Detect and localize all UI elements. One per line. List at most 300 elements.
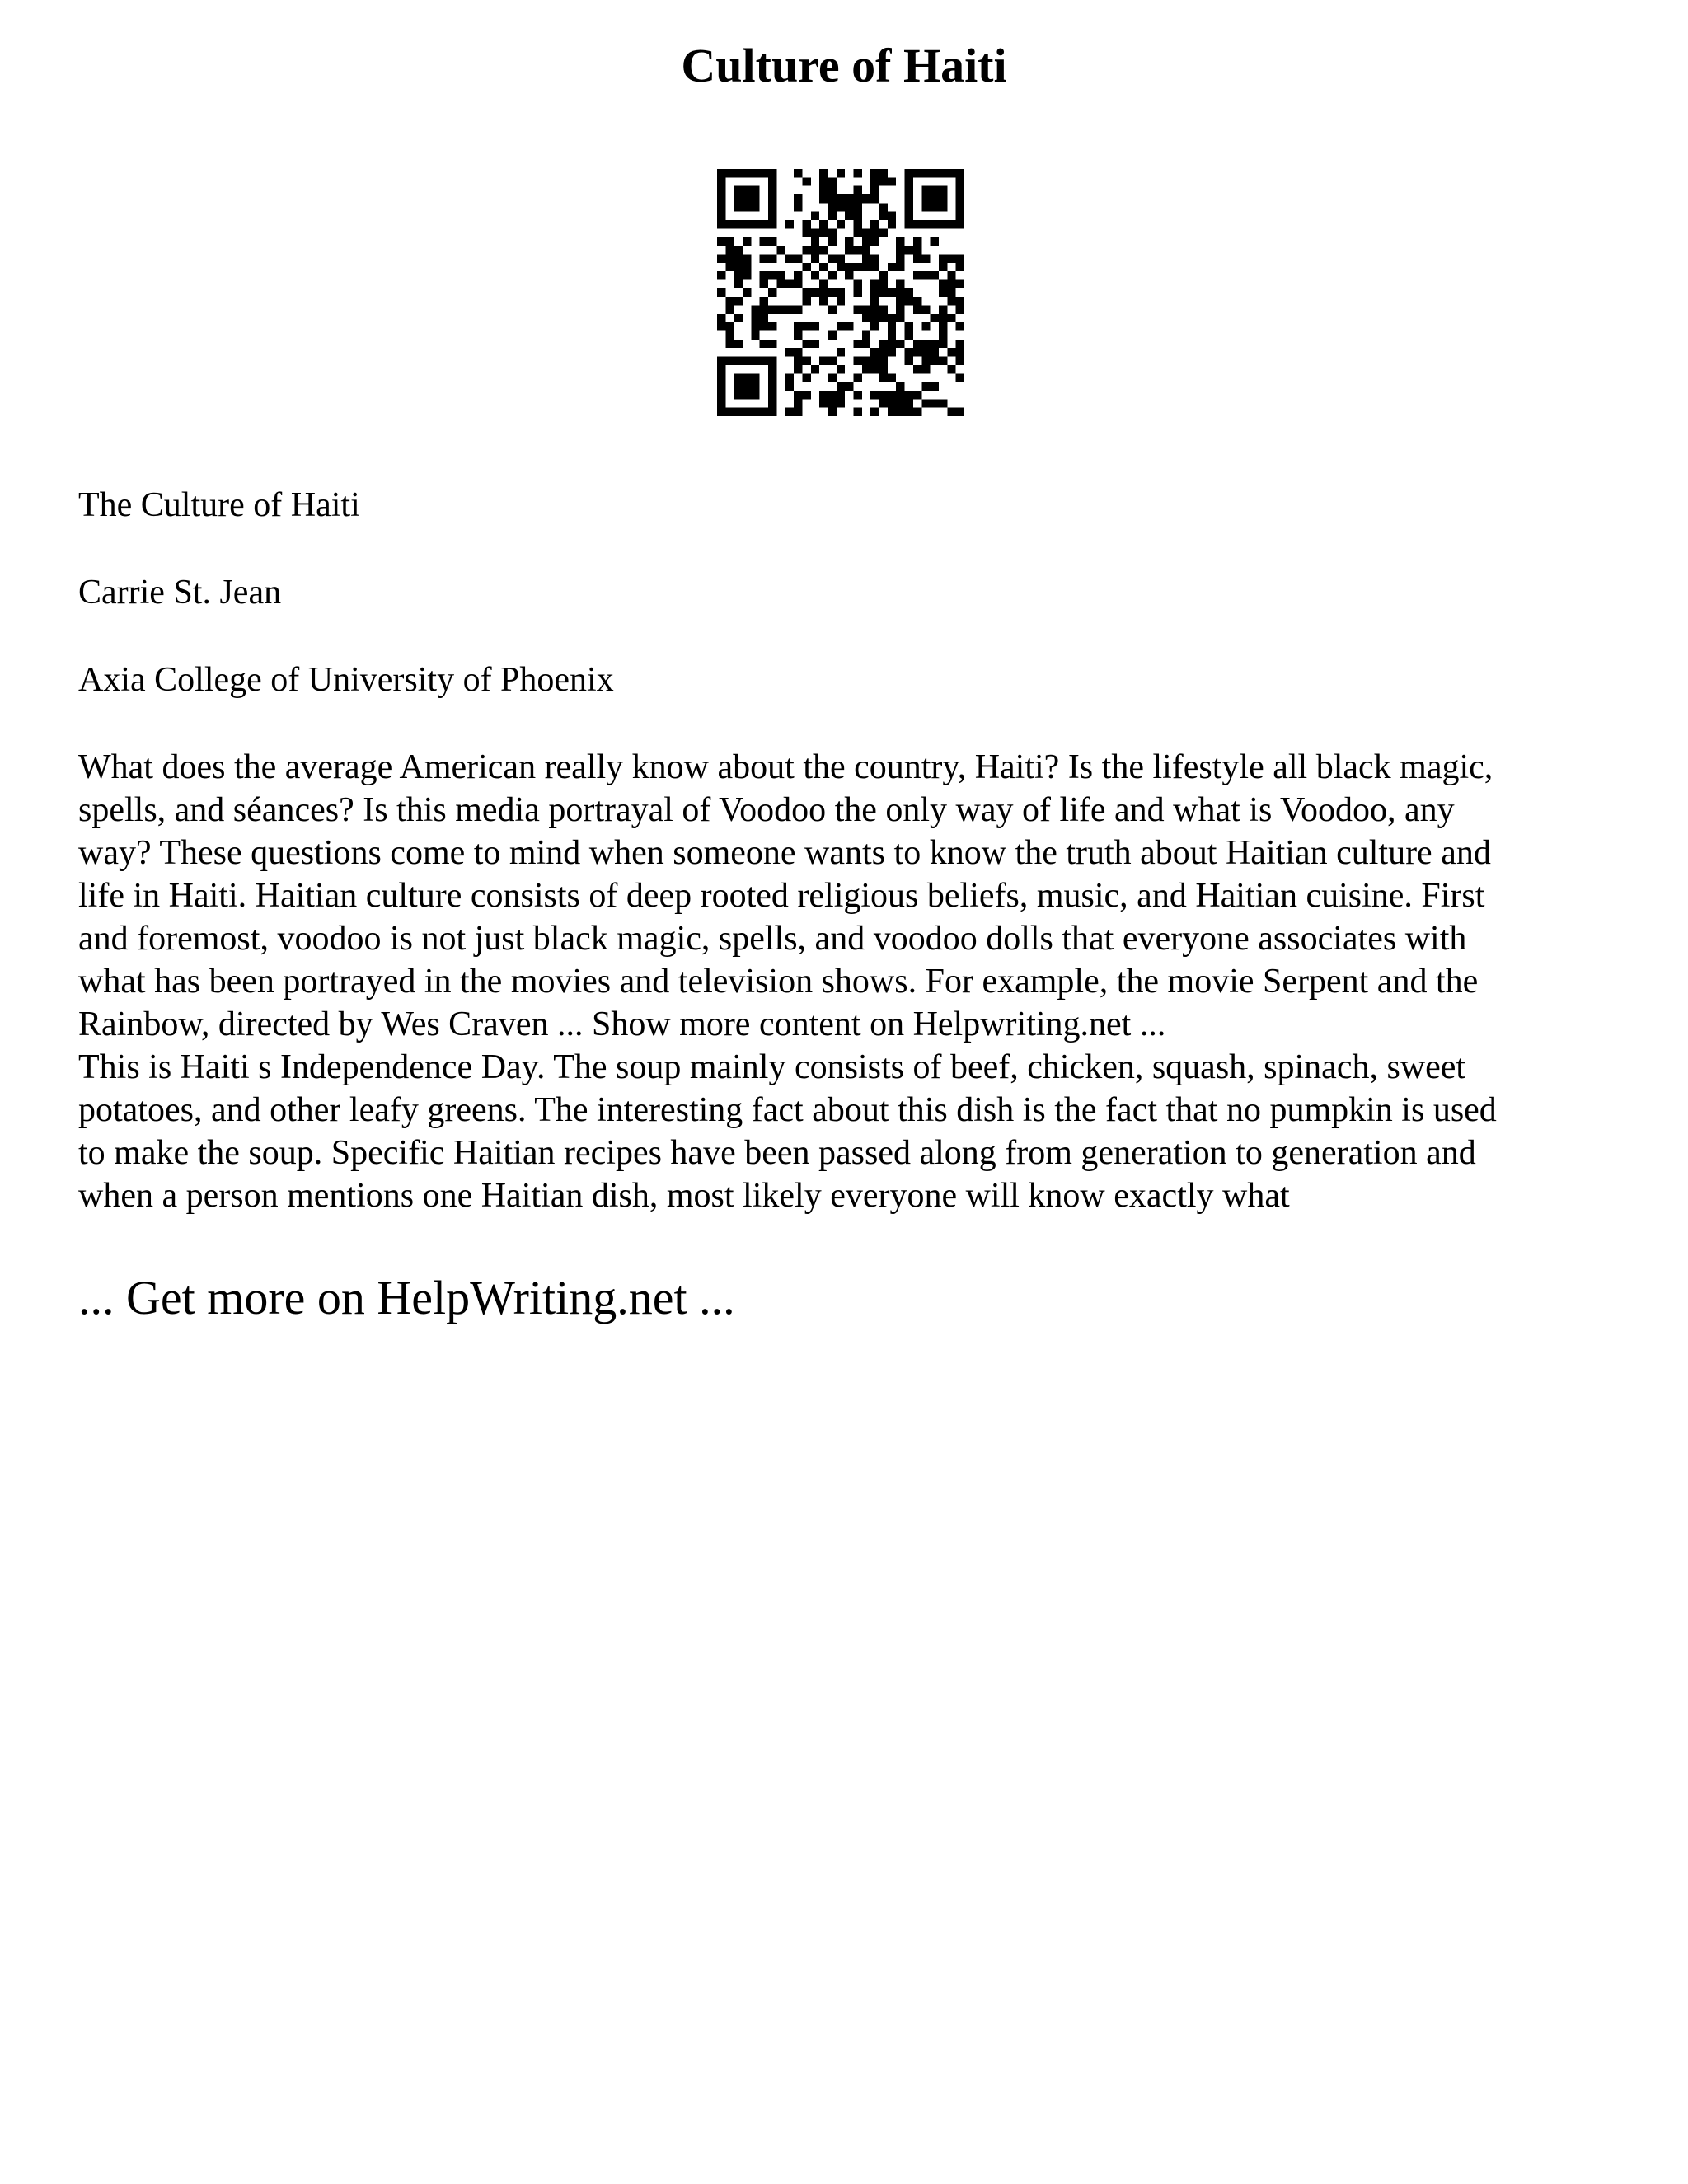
qr-module	[802, 391, 810, 399]
qr-module	[819, 357, 828, 365]
qr-module	[905, 297, 913, 305]
qr-module	[854, 408, 862, 416]
qr-module	[717, 169, 725, 177]
qr-module	[785, 373, 794, 382]
qr-module	[828, 373, 836, 382]
qr-module	[939, 340, 947, 348]
body-line: spells, and séances? Is this media portrayal of Voodoo the only way of life and what is Voodoo, any	[78, 791, 1455, 829]
qr-module	[956, 340, 964, 348]
qr-module	[768, 365, 776, 373]
qr-module	[956, 169, 964, 177]
qr-module	[794, 348, 802, 356]
qr-module	[956, 408, 964, 416]
qr-module	[879, 169, 888, 177]
qr-module	[734, 263, 743, 271]
qr-module	[921, 194, 930, 203]
qr-module	[717, 288, 725, 297]
qr-module	[896, 297, 904, 305]
qr-module	[828, 331, 836, 340]
qr-module	[870, 408, 879, 416]
qr-module	[854, 220, 862, 228]
qr-module	[931, 382, 939, 391]
qr-module	[896, 254, 904, 262]
qr-module	[837, 288, 845, 297]
qr-module	[828, 357, 836, 365]
qr-module	[725, 246, 734, 254]
qr-module	[947, 254, 955, 262]
qr-module	[905, 357, 913, 365]
qr-module	[888, 263, 896, 271]
qr-module	[921, 169, 930, 177]
qr-module	[956, 306, 964, 314]
qr-module	[888, 212, 896, 220]
qr-module	[828, 194, 836, 203]
qr-module	[717, 322, 725, 330]
qr-module	[776, 306, 785, 314]
qr-module	[931, 357, 939, 365]
qr-module	[888, 408, 896, 416]
qr-module	[734, 391, 743, 399]
qr-module	[751, 408, 759, 416]
qr-module	[760, 340, 768, 348]
qr-module	[879, 357, 888, 365]
qr-module	[888, 399, 896, 407]
qr-module	[717, 399, 725, 407]
qr-module	[743, 237, 751, 246]
institution-name: Axia College of University of Phoenix	[78, 661, 614, 699]
qr-module	[819, 186, 828, 194]
body-line: potatoes, and other leafy greens. The interesting fact about this dish is the fact that no pumpkin is used	[78, 1091, 1497, 1129]
qr-module	[879, 399, 888, 407]
qr-module	[725, 220, 734, 228]
qr-module	[811, 340, 819, 348]
qr-module	[905, 212, 913, 220]
qr-module	[854, 340, 862, 348]
qr-module	[896, 314, 904, 322]
qr-module	[870, 177, 879, 185]
qr-module	[760, 297, 768, 305]
qr-module	[888, 348, 896, 356]
qr-module	[888, 177, 896, 185]
qr-module	[854, 169, 862, 177]
body-line: What does the average American really know about the country, Haiti? Is the lifestyle all black magic,	[78, 748, 1493, 786]
qr-module	[947, 271, 955, 279]
qr-module	[879, 340, 888, 348]
qr-module	[905, 186, 913, 194]
qr-module	[768, 373, 776, 382]
qr-module	[828, 212, 836, 220]
qr-module	[931, 169, 939, 177]
qr-module	[837, 254, 845, 262]
document-subtitle: The Culture of Haiti	[78, 486, 360, 524]
qr-module	[751, 220, 759, 228]
qr-module	[743, 373, 751, 382]
qr-module	[819, 246, 828, 254]
qr-module	[837, 348, 845, 356]
qr-module	[879, 391, 888, 399]
qr-module	[870, 314, 879, 322]
qr-module	[768, 322, 776, 330]
qr-module	[811, 237, 819, 246]
qr-module	[734, 340, 743, 348]
qr-module	[768, 220, 776, 228]
qr-module	[768, 203, 776, 211]
qr-module	[956, 203, 964, 211]
qr-module	[811, 246, 819, 254]
qr-module	[743, 288, 751, 297]
qr-module	[931, 271, 939, 279]
body-line: This is Haiti s Independence Day. The soup mainly consists of beef, chicken, squash, spinach, sweet	[78, 1048, 1466, 1086]
qr-module	[913, 340, 921, 348]
qr-module	[956, 348, 964, 356]
qr-module	[870, 194, 879, 203]
qr-module	[828, 271, 836, 279]
qr-module	[743, 169, 751, 177]
qr-module	[837, 220, 845, 228]
qr-module	[802, 177, 810, 185]
qr-module	[768, 186, 776, 194]
body-line: what has been portrayed in the movies and television shows. For example, the movie Serpent and the	[78, 963, 1479, 1001]
qr-module	[913, 237, 921, 246]
qr-module	[931, 399, 939, 407]
qr-module	[913, 169, 921, 177]
qr-module	[939, 263, 947, 271]
qr-module	[751, 314, 759, 322]
qr-module	[913, 306, 921, 314]
qr-module	[734, 254, 743, 262]
qr-module	[819, 399, 828, 407]
qr-module	[717, 408, 725, 416]
qr-module	[905, 177, 913, 185]
qr-module	[760, 314, 768, 322]
qr-module	[956, 357, 964, 365]
qr-module	[828, 228, 836, 237]
qr-module	[931, 186, 939, 194]
qr-module	[802, 263, 810, 271]
qr-module	[888, 340, 896, 348]
qr-module	[734, 279, 743, 288]
qr-module	[819, 288, 828, 297]
qr-code-icon	[717, 169, 964, 416]
qr-module	[845, 203, 853, 211]
qr-module	[734, 382, 743, 391]
author-name: Carrie St. Jean	[78, 574, 282, 612]
qr-module	[794, 194, 802, 203]
qr-module	[725, 408, 734, 416]
qr-module	[896, 306, 904, 314]
qr-module	[870, 254, 879, 262]
qr-module	[896, 340, 904, 348]
qr-module	[725, 263, 734, 271]
qr-module	[734, 220, 743, 228]
essay-body	[78, 746, 1620, 1217]
qr-module	[743, 391, 751, 399]
body-line: way? These questions come to mind when someone wants to know the truth about Haitian culture and	[78, 834, 1491, 872]
qr-module	[751, 203, 759, 211]
qr-module	[870, 169, 879, 177]
qr-module	[802, 288, 810, 297]
qr-module	[896, 399, 904, 407]
qr-module	[802, 297, 810, 305]
qr-module	[819, 194, 828, 203]
qr-module	[888, 331, 896, 340]
qr-module	[837, 263, 845, 271]
qr-module	[725, 357, 734, 365]
qr-module	[717, 271, 725, 279]
qr-module	[947, 314, 955, 322]
qr-module	[845, 246, 853, 254]
qr-module	[921, 382, 930, 391]
qr-module	[862, 314, 870, 322]
qr-module	[734, 271, 743, 279]
qr-module	[845, 212, 853, 220]
qr-module	[862, 365, 870, 373]
qr-module	[870, 288, 879, 297]
qr-module	[956, 297, 964, 305]
qr-module	[888, 288, 896, 297]
qr-module	[837, 399, 845, 407]
qr-module	[956, 263, 964, 271]
qr-module	[956, 194, 964, 203]
get-more-link[interactable]: ... Get more on HelpWriting.net ...	[78, 1271, 735, 1324]
qr-module	[802, 357, 810, 365]
qr-module	[768, 177, 776, 185]
qr-module	[734, 194, 743, 203]
qr-module	[717, 177, 725, 185]
qr-module	[802, 228, 810, 237]
qr-module	[776, 271, 785, 279]
qr-module	[956, 212, 964, 220]
qr-module	[854, 263, 862, 271]
qr-module	[751, 373, 759, 382]
qr-module	[811, 288, 819, 297]
qr-module	[811, 212, 819, 220]
qr-module	[768, 306, 776, 314]
qr-module	[725, 340, 734, 348]
qr-module	[734, 169, 743, 177]
qr-module	[725, 169, 734, 177]
qr-module	[862, 357, 870, 365]
qr-module	[811, 271, 819, 279]
qr-module	[939, 220, 947, 228]
qr-module	[751, 194, 759, 203]
qr-module	[768, 288, 776, 297]
qr-module	[905, 348, 913, 356]
qr-module	[913, 297, 921, 305]
qr-module	[870, 306, 879, 314]
qr-module	[751, 382, 759, 391]
qr-module	[725, 297, 734, 305]
qr-module	[743, 194, 751, 203]
qr-module	[956, 322, 964, 330]
qr-module	[879, 228, 888, 237]
qr-module	[956, 279, 964, 288]
qr-module	[862, 228, 870, 237]
qr-module	[760, 306, 768, 314]
qr-module	[828, 254, 836, 262]
qr-module	[947, 297, 955, 305]
qr-module	[888, 322, 896, 330]
qr-module	[760, 408, 768, 416]
qr-module	[913, 254, 921, 262]
qr-module	[845, 237, 853, 246]
qr-module	[725, 237, 734, 246]
qr-module	[939, 331, 947, 340]
qr-module	[939, 279, 947, 288]
qr-module	[931, 220, 939, 228]
qr-module	[862, 194, 870, 203]
qr-module	[862, 246, 870, 254]
qr-module	[870, 186, 879, 194]
qr-module	[870, 391, 879, 399]
qr-module	[905, 288, 913, 297]
qr-module	[828, 306, 836, 314]
qr-module	[760, 279, 768, 288]
qr-module	[768, 382, 776, 391]
qr-module	[862, 254, 870, 262]
qr-module	[751, 391, 759, 399]
qr-module	[768, 237, 776, 246]
qr-module	[785, 220, 794, 228]
qr-module	[717, 212, 725, 220]
qr-module	[879, 314, 888, 322]
qr-module	[837, 365, 845, 373]
qr-module	[896, 408, 904, 416]
qr-module	[939, 254, 947, 262]
qr-module	[751, 322, 759, 330]
qr-module	[819, 391, 828, 399]
qr-module	[896, 246, 904, 254]
qr-module	[939, 288, 947, 297]
qr-module	[794, 169, 802, 177]
qr-module	[794, 279, 802, 288]
qr-module	[794, 254, 802, 262]
qr-module	[879, 271, 888, 279]
qr-module	[921, 203, 930, 211]
qr-module	[905, 331, 913, 340]
qr-module	[802, 246, 810, 254]
qr-module	[931, 194, 939, 203]
qr-module	[870, 220, 879, 228]
qr-module	[811, 254, 819, 262]
qr-module	[870, 357, 879, 365]
qr-module	[743, 220, 751, 228]
qr-module	[743, 357, 751, 365]
body-line-show-more[interactable]: Rainbow, directed by Wes Craven ... Show more content on Helpwriting.net ...	[78, 1005, 1166, 1043]
qr-module	[956, 254, 964, 262]
qr-module	[717, 237, 725, 246]
qr-module	[819, 297, 828, 305]
qr-module	[734, 186, 743, 194]
qr-module	[870, 237, 879, 246]
qr-module	[931, 237, 939, 246]
qr-module	[939, 203, 947, 211]
qr-module	[870, 348, 879, 356]
qr-module	[854, 373, 862, 382]
qr-module	[896, 237, 904, 246]
qr-module	[854, 212, 862, 220]
qr-module	[956, 220, 964, 228]
qr-module	[785, 306, 794, 314]
qr-module	[760, 220, 768, 228]
qr-module	[854, 279, 862, 288]
qr-module	[896, 288, 904, 297]
qr-module	[879, 373, 888, 382]
qr-module	[717, 254, 725, 262]
qr-module	[743, 382, 751, 391]
qr-module	[743, 408, 751, 416]
qr-module	[768, 169, 776, 177]
qr-module	[939, 186, 947, 194]
qr-module	[760, 357, 768, 365]
qr-module	[725, 331, 734, 340]
qr-module	[802, 340, 810, 348]
qr-module	[939, 399, 947, 407]
qr-module	[879, 306, 888, 314]
qr-module	[819, 169, 828, 177]
document-title: Culture of Haiti	[681, 39, 1007, 92]
qr-module	[845, 382, 853, 391]
qr-module	[837, 297, 845, 305]
qr-module	[854, 186, 862, 194]
qr-module	[870, 297, 879, 305]
qr-module	[837, 322, 845, 330]
qr-module	[854, 357, 862, 365]
qr-module	[862, 340, 870, 348]
qr-module	[913, 391, 921, 399]
qr-module	[785, 408, 794, 416]
qr-module	[725, 322, 734, 330]
qr-module	[811, 365, 819, 373]
qr-module	[870, 365, 879, 373]
qr-module	[888, 220, 896, 228]
qr-module	[854, 203, 862, 211]
qr-module	[828, 391, 836, 399]
qr-module	[819, 279, 828, 288]
qr-module	[743, 203, 751, 211]
qr-module	[854, 246, 862, 254]
qr-module	[837, 169, 845, 177]
qr-module	[794, 357, 802, 365]
qr-module	[913, 220, 921, 228]
qr-module	[743, 263, 751, 271]
qr-module	[913, 271, 921, 279]
qr-module	[734, 297, 743, 305]
qr-module	[931, 314, 939, 322]
qr-module	[854, 306, 862, 314]
qr-module	[794, 391, 802, 399]
qr-module	[785, 254, 794, 262]
qr-module	[854, 228, 862, 237]
qr-module	[734, 373, 743, 382]
qr-module	[921, 365, 930, 373]
qr-module	[717, 373, 725, 382]
qr-module	[845, 271, 853, 279]
qr-module	[734, 314, 743, 322]
qr-module	[905, 322, 913, 330]
qr-module	[896, 279, 904, 288]
qr-module	[725, 306, 734, 314]
qr-module	[947, 408, 955, 416]
qr-module	[931, 340, 939, 348]
qr-module	[888, 314, 896, 322]
qr-module	[939, 357, 947, 365]
qr-module	[870, 322, 879, 330]
qr-module	[768, 357, 776, 365]
qr-module	[828, 288, 836, 297]
qr-module	[760, 322, 768, 330]
qr-module	[768, 399, 776, 407]
